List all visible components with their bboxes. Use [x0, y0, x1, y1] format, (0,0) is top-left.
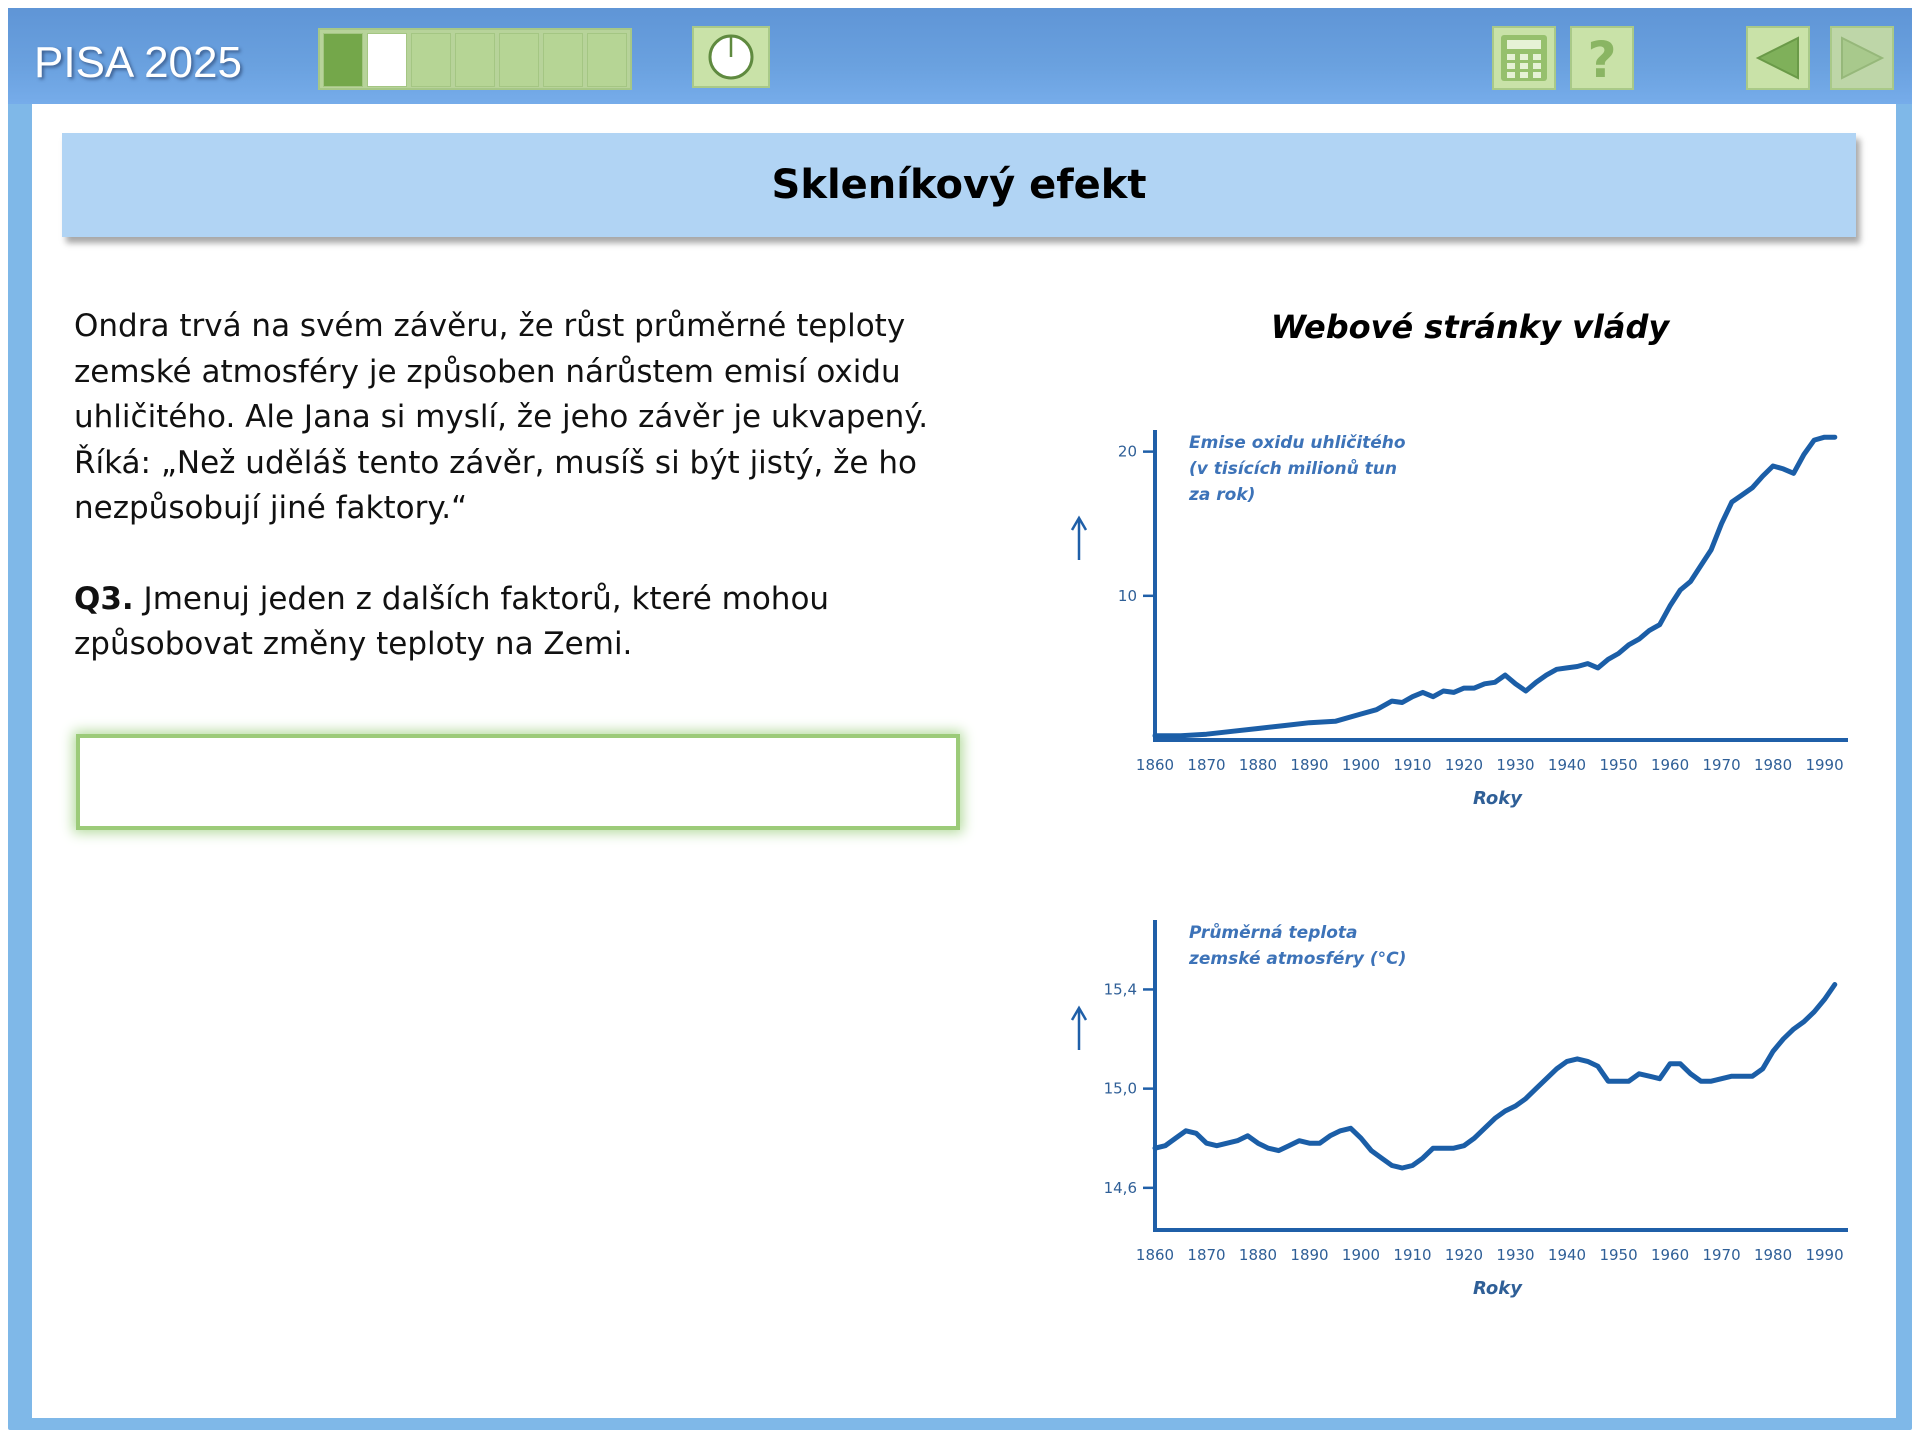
series-label: za rok) [1189, 485, 1256, 505]
x-axis-title: Roky [1472, 788, 1523, 809]
co2-emissions-chart [1060, 410, 1860, 820]
x-tick-label: 1950 [1599, 756, 1638, 774]
co2-emissions-chart-svg [1060, 410, 1860, 820]
progress-segment [323, 33, 363, 87]
progress-segment [587, 33, 627, 87]
series-label: Průměrná teplota [1189, 923, 1358, 943]
help-button[interactable] [1570, 26, 1634, 90]
question-line: Jmenuj jeden z dalších faktorů, které mohou [133, 580, 830, 617]
x-tick-label: 1970 [1702, 756, 1741, 774]
x-tick-label: 1960 [1650, 1246, 1690, 1264]
page-title: Skleníkový efekt [771, 162, 1147, 208]
x-tick-label: 1980 [1753, 1246, 1793, 1264]
question-number: Q3. [74, 580, 134, 617]
series-label: zemské atmosféry (°C) [1189, 949, 1407, 969]
progress-segment [499, 33, 539, 87]
source-title: Webové stránky vlády [1270, 308, 1670, 346]
calculator-icon [1498, 32, 1550, 84]
x-tick-label: 1900 [1341, 1246, 1381, 1264]
intro-line: nezpůsobují jiné faktory.“ [74, 490, 468, 526]
intro-line: Ondra trvá na svém závěru, že růst průměrné teploty [74, 308, 906, 344]
question-line: způsobovat změny teploty na Zemi. [74, 626, 633, 662]
y-tick-label: 14,6 [1103, 1178, 1137, 1197]
x-tick-label: 1990 [1805, 1246, 1844, 1264]
series-line [1155, 985, 1835, 1169]
x-tick-label: 1860 [1135, 756, 1175, 774]
temperature-chart [1060, 900, 1860, 1310]
x-tick-label: 1990 [1805, 756, 1844, 774]
x-tick-label: 1870 [1187, 756, 1226, 774]
y-tick-label: 20 [1117, 442, 1137, 461]
next-button[interactable] [1830, 26, 1894, 90]
x-tick-label: 1940 [1547, 756, 1587, 774]
x-tick-label: 1910 [1393, 1246, 1432, 1264]
series-line [1155, 437, 1835, 736]
x-tick-label: 1950 [1599, 1246, 1638, 1264]
x-tick-label: 1870 [1187, 1246, 1226, 1264]
x-tick-label: 1880 [1238, 756, 1278, 774]
x-tick-label: 1890 [1290, 1246, 1329, 1264]
previous-button[interactable] [1746, 26, 1810, 90]
y-tick-label: 15,4 [1103, 980, 1137, 999]
series-label: Emise oxidu uhličitého [1189, 433, 1406, 453]
x-tick-label: 1920 [1444, 1246, 1484, 1264]
progress-segment [543, 33, 583, 87]
x-tick-label: 1910 [1393, 756, 1432, 774]
progress-bar [318, 28, 632, 90]
x-tick-label: 1940 [1547, 1246, 1587, 1264]
progress-segment [367, 33, 407, 87]
question-text [74, 304, 994, 713]
arrow-left-icon [1752, 32, 1804, 84]
pisa-logo: PISA 2025 [34, 38, 242, 87]
x-tick-label: 1900 [1341, 756, 1381, 774]
help-icon [1576, 32, 1628, 84]
svg-text:?: ? [1587, 32, 1617, 84]
answer-input[interactable] [76, 734, 960, 830]
y-tick-label: 10 [1117, 586, 1137, 605]
calculator-button[interactable] [1492, 26, 1556, 90]
y-tick-label: 15,0 [1103, 1079, 1137, 1098]
series-label: (v tisících milionů tun [1189, 459, 1398, 479]
x-axis-title: Roky [1472, 1278, 1523, 1299]
question-paragraph [74, 577, 994, 668]
intro-line: zemské atmosféry je způsoben nárůstem emisí oxidu [74, 353, 901, 390]
title-banner [62, 133, 1856, 237]
x-tick-label: 1920 [1444, 756, 1484, 774]
x-tick-label: 1890 [1290, 756, 1329, 774]
x-tick-label: 1960 [1650, 756, 1690, 774]
x-tick-label: 1930 [1496, 1246, 1535, 1264]
x-tick-label: 1880 [1238, 1246, 1278, 1264]
timer-icon [706, 32, 756, 82]
arrow-right-icon [1836, 32, 1888, 84]
intro-paragraph [74, 304, 994, 532]
x-tick-label: 1970 [1702, 1246, 1741, 1264]
intro-line: Říká: „Než uděláš tento závěr, musíš si být jistý, že ho [74, 444, 917, 481]
x-tick-label: 1860 [1135, 1246, 1175, 1264]
progress-segment [411, 33, 451, 87]
intro-line: uhličitého. Ale Jana si myslí, že jeho závěr je ukvapený. [74, 399, 929, 435]
x-tick-label: 1980 [1753, 756, 1793, 774]
progress-segment [455, 33, 495, 87]
timer-button[interactable] [692, 26, 770, 88]
temperature-chart-svg [1060, 900, 1860, 1310]
x-tick-label: 1930 [1496, 756, 1535, 774]
